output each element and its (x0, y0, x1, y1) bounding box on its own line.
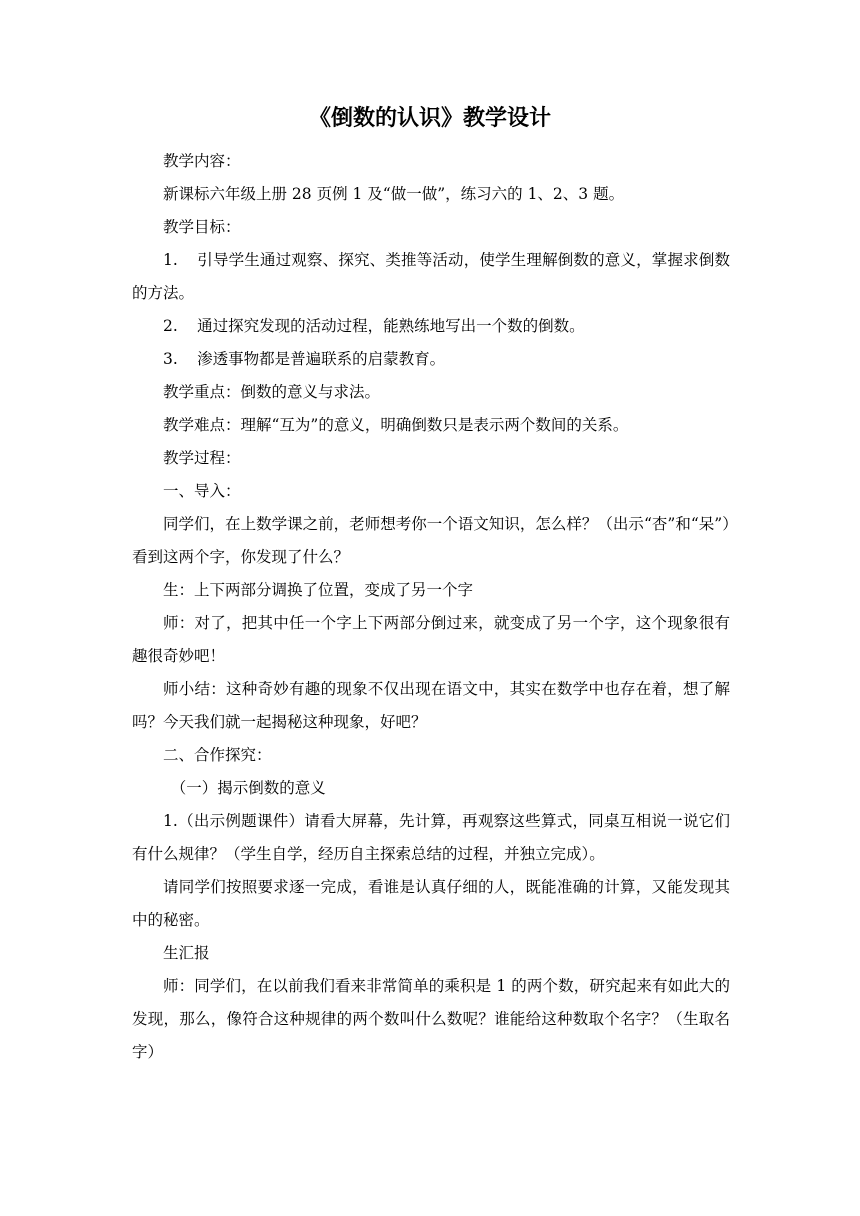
document-body (132, 145, 730, 1069)
student-report: 生汇报 (163, 944, 210, 962)
subsection-heading: （一）揭示倒数的意义 (170, 779, 326, 797)
intro-teacher-paragraph: 同学们，在上数学课之前，老师想考你一个语文知识，怎么样？（出示“杏”和“呆”）看到这两个字，你发现了什么？ (132, 515, 730, 566)
teaching-content-text: 新课标六年级上册 28 页例 1 及“做一做”，练习六的 1、2、3 题。 (163, 185, 625, 203)
section-heading-explore: 二、合作探究： (163, 746, 272, 764)
goal-text: 引导学生通过观察、探究、类推等活动，使学生理解倒数的意义，掌握求倒数的方法。 (132, 251, 730, 302)
goal-item (132, 343, 730, 376)
goal-text: 通过探究发现的活动过程，能熟练地写出一个数的倒数。 (197, 317, 585, 335)
intro-student-paragraph: 生：上下两部分调换了位置，变成了另一个字 (163, 581, 474, 599)
goal-item (132, 310, 730, 343)
label-teaching-goals: 教学目标： (163, 218, 241, 236)
intro-summary-paragraph: 师小结：这种奇妙有趣的现象不仅出现在语文中，其实在数学中也存在着，想了解吗？今天我们就一起揭秘这种现象，好吧？ (132, 680, 730, 731)
goal-number: 2. (163, 317, 178, 335)
goal-number: 1. (163, 251, 178, 269)
section-heading-intro: 一、导入： (163, 482, 241, 500)
document-title: 《倒数的认识》教学设计 (308, 106, 551, 131)
goal-text: 渗透事物都是普遍联系的启蒙教育。 (197, 350, 446, 368)
teacher-question-paragraph: 师：同学们，在以前我们看来非常简单的乘积是 1 的两个数，研究起来有如此大的发现，那么，像符合这种规律的两个数叫什么数呢？谁能给这种数取个名字？（生取名字） (132, 977, 730, 1061)
goal-item (132, 244, 730, 310)
step-1-paragraph: 1.（出示例题课件）请看大屏幕，先计算，再观察这些算式，同桌互相说一说它们有什么规律？（学生自学，经历自主探索总结的过程，并独立完成）。 (132, 812, 730, 863)
goal-number: 3. (163, 350, 178, 368)
key-point: 教学重点：倒数的意义与求法。 (163, 383, 381, 401)
label-teaching-process: 教学过程： (163, 449, 241, 467)
intro-teacher-paragraph-2: 师：对了，把其中任一个字上下两部分倒过来，就变成了另一个字，这个现象很有趣很奇妙吧！ (132, 614, 730, 665)
label-teaching-content: 教学内容： (163, 152, 241, 170)
step-1b-paragraph: 请同学们按照要求逐一完成，看谁是认真仔细的人，既能准确的计算，又能发现其中的秘密。 (132, 878, 730, 929)
difficulty-point: 教学难点：理解“互为”的意义，明确倒数只是表示两个数间的关系。 (163, 416, 629, 434)
